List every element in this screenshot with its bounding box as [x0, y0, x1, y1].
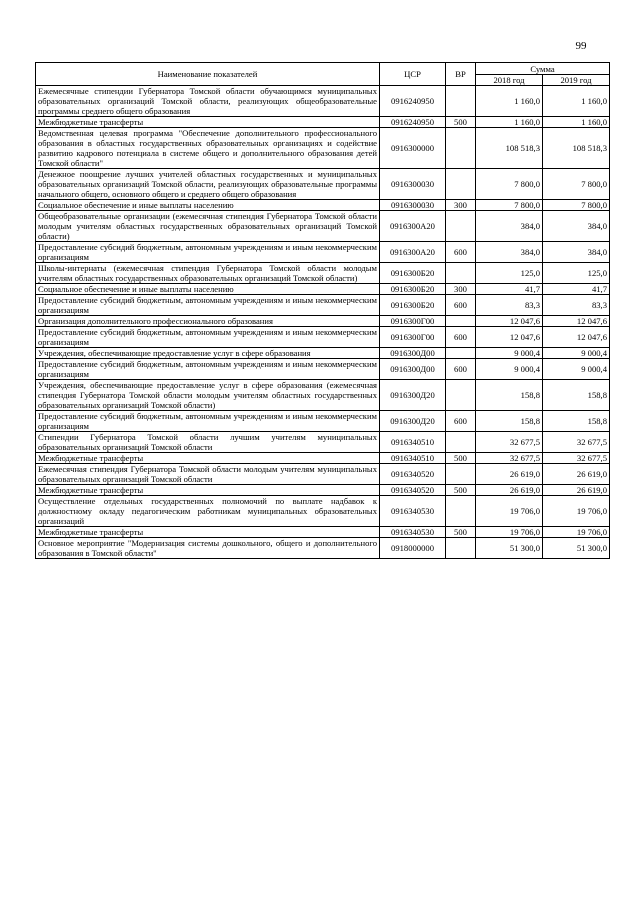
row-name: Межбюджетные трансферты — [36, 453, 380, 464]
row-vr: 600 — [446, 295, 476, 316]
row-sum-2018: 158,8 — [476, 380, 543, 411]
table-row — [36, 200, 610, 211]
header-vr: ВР — [446, 63, 476, 86]
table-row — [36, 348, 610, 359]
row-vr — [446, 464, 476, 485]
row-sum-2018: 1 160,0 — [476, 86, 543, 117]
row-sum-2019: 12 047,6 — [543, 316, 610, 327]
row-name: Осуществление отдельных государственных полномочий по выплате надбавок к должностному окладу педагогическим работникам муниципальных образовательных организаций — [36, 496, 380, 527]
row-vr — [446, 128, 476, 169]
header-year-2019: 2019 год — [543, 75, 610, 86]
row-csr: 0918000000 — [380, 538, 446, 559]
row-sum-2018: 108 518,3 — [476, 128, 543, 169]
row-vr — [446, 432, 476, 453]
row-name: Межбюджетные трансферты — [36, 527, 380, 538]
table-row — [36, 538, 610, 559]
row-sum-2018: 12 047,6 — [476, 316, 543, 327]
row-vr: 300 — [446, 200, 476, 211]
row-sum-2018: 9 000,4 — [476, 348, 543, 359]
table-row — [36, 128, 610, 169]
table-row — [36, 169, 610, 200]
row-sum-2019: 26 619,0 — [543, 464, 610, 485]
row-name: Межбюджетные трансферты — [36, 117, 380, 128]
row-sum-2019: 7 800,0 — [543, 200, 610, 211]
row-vr — [446, 538, 476, 559]
budget-table — [35, 62, 610, 559]
table-row — [36, 316, 610, 327]
row-name: Ведомственная целевая программа "Обеспечение дополнительного профессионального образования в областных государственных образовательных организациях и содействие развитию кадрового потенциала в системе общего и дополнительного образования детей Томской области" — [36, 128, 380, 169]
row-sum-2019: 9 000,4 — [543, 348, 610, 359]
row-vr — [446, 316, 476, 327]
row-sum-2018: 26 619,0 — [476, 464, 543, 485]
row-vr — [446, 263, 476, 284]
table-row — [36, 86, 610, 117]
header-csr: ЦСР — [380, 63, 446, 86]
table-row — [36, 327, 610, 348]
table-row — [36, 284, 610, 295]
row-sum-2019: 9 000,4 — [543, 359, 610, 380]
row-vr — [446, 169, 476, 200]
row-vr: 300 — [446, 284, 476, 295]
table-row — [36, 380, 610, 411]
row-csr: 0916340510 — [380, 432, 446, 453]
row-csr: 0916300Д00 — [380, 359, 446, 380]
table-row — [36, 117, 610, 128]
row-sum-2018: 19 706,0 — [476, 527, 543, 538]
row-csr: 0916300Д20 — [380, 411, 446, 432]
table-row — [36, 263, 610, 284]
table-row — [36, 453, 610, 464]
row-name: Ежемесячные стипендии Губернатора Томской области обучающимся муниципальных образовательных организаций Томской области, реализующих общеобразовательные программы среднего общего образования — [36, 86, 380, 117]
row-vr: 600 — [446, 411, 476, 432]
row-csr: 0916300Д00 — [380, 348, 446, 359]
row-csr: 0916300030 — [380, 200, 446, 211]
row-sum-2018: 19 706,0 — [476, 496, 543, 527]
row-sum-2018: 41,7 — [476, 284, 543, 295]
row-name: Предоставление субсидий бюджетным, автономным учреждениям и иным некоммерческим организациям — [36, 327, 380, 348]
table-row — [36, 359, 610, 380]
row-name: Учреждения, обеспечивающие предоставление услуг в сфере образования — [36, 348, 380, 359]
row-sum-2019: 19 706,0 — [543, 496, 610, 527]
row-vr: 500 — [446, 453, 476, 464]
row-sum-2019: 51 300,0 — [543, 538, 610, 559]
row-sum-2018: 7 800,0 — [476, 200, 543, 211]
row-sum-2018: 32 677,5 — [476, 453, 543, 464]
table-row — [36, 295, 610, 316]
row-vr — [446, 348, 476, 359]
row-sum-2019: 32 677,5 — [543, 432, 610, 453]
row-name: Стипендии Губернатора Томской области лучшим учителям муниципальных образовательных организаций Томской области — [36, 432, 380, 453]
row-name: Учреждения, обеспечивающие предоставление услуг в сфере образования (ежемесячная стипендия Губернатора Томской области молодым учителям областных государственных образовательных организаций Томской области) — [36, 380, 380, 411]
row-vr — [446, 86, 476, 117]
row-sum-2018: 384,0 — [476, 242, 543, 263]
row-sum-2019: 32 677,5 — [543, 453, 610, 464]
row-name: Предоставление субсидий бюджетным, автономным учреждениям и иным некоммерческим организациям — [36, 411, 380, 432]
row-vr — [446, 380, 476, 411]
header-name: Наименование показателей — [36, 63, 380, 86]
row-name: Социальное обеспечение и иные выплаты населению — [36, 284, 380, 295]
row-vr: 600 — [446, 359, 476, 380]
row-sum-2018: 83,3 — [476, 295, 543, 316]
table-row — [36, 411, 610, 432]
row-csr: 0916340530 — [380, 496, 446, 527]
page-number: 99 — [575, 40, 587, 52]
row-sum-2018: 12 047,6 — [476, 327, 543, 348]
row-sum-2018: 125,0 — [476, 263, 543, 284]
table-row — [36, 242, 610, 263]
table-row — [36, 464, 610, 485]
row-sum-2019: 41,7 — [543, 284, 610, 295]
table-row — [36, 485, 610, 496]
row-csr: 0916240950 — [380, 117, 446, 128]
row-vr — [446, 211, 476, 242]
table-row — [36, 527, 610, 538]
row-csr: 0916340520 — [380, 464, 446, 485]
row-sum-2018: 1 160,0 — [476, 117, 543, 128]
row-name: Основное мероприятие "Модернизация системы дошкольного, общего и дополнительного образования в Томской области" — [36, 538, 380, 559]
row-csr: 0916300Г00 — [380, 327, 446, 348]
row-sum-2019: 384,0 — [543, 211, 610, 242]
table-row — [36, 432, 610, 453]
row-vr: 500 — [446, 485, 476, 496]
row-sum-2018: 158,8 — [476, 411, 543, 432]
row-name: Общеобразовательные организации (ежемесячная стипендия Губернатора Томской области молодым учителям областных государственных образовательных организаций Томской области) — [36, 211, 380, 242]
row-csr: 0916300Б20 — [380, 295, 446, 316]
row-sum-2018: 384,0 — [476, 211, 543, 242]
table-row — [36, 496, 610, 527]
row-sum-2019: 7 800,0 — [543, 169, 610, 200]
row-csr: 0916340520 — [380, 485, 446, 496]
row-csr: 0916300Д20 — [380, 380, 446, 411]
row-csr: 0916300Б20 — [380, 284, 446, 295]
row-csr: 0916300000 — [380, 128, 446, 169]
row-sum-2018: 7 800,0 — [476, 169, 543, 200]
row-name: Социальное обеспечение и иные выплаты населению — [36, 200, 380, 211]
table-body — [36, 86, 610, 559]
row-csr: 0916300Б20 — [380, 263, 446, 284]
row-sum-2019: 19 706,0 — [543, 527, 610, 538]
row-csr: 0916300А20 — [380, 211, 446, 242]
row-csr: 0916340510 — [380, 453, 446, 464]
row-name: Организация дополнительного профессионального образования — [36, 316, 380, 327]
row-name: Предоставление субсидий бюджетным, автономным учреждениям и иным некоммерческим организациям — [36, 242, 380, 263]
row-vr: 600 — [446, 242, 476, 263]
row-vr: 600 — [446, 327, 476, 348]
row-sum-2018: 9 000,4 — [476, 359, 543, 380]
row-name: Ежемесячная стипендия Губернатора Томской области молодым учителям муниципальных образовательных организаций Томской области — [36, 464, 380, 485]
row-name: Школы-интернаты (ежемесячная стипендия Губернатора Томской области молодым учителям областных государственных образовательных организаций Томской области) — [36, 263, 380, 284]
row-csr: 0916300030 — [380, 169, 446, 200]
row-sum-2019: 26 619,0 — [543, 485, 610, 496]
row-csr: 0916240950 — [380, 86, 446, 117]
row-sum-2019: 108 518,3 — [543, 128, 610, 169]
row-name: Межбюджетные трансферты — [36, 485, 380, 496]
row-csr: 0916300Г00 — [380, 316, 446, 327]
row-sum-2019: 12 047,6 — [543, 327, 610, 348]
row-vr: 500 — [446, 117, 476, 128]
table-header — [36, 63, 610, 86]
table-row — [36, 211, 610, 242]
row-name: Денежное поощрение лучших учителей областных государственных и муниципальных образовательных организаций Томской области, реализующих образовательные программы начального общего, основного общего и среднего общего образования — [36, 169, 380, 200]
row-csr: 0916300А20 — [380, 242, 446, 263]
header-year-2018: 2018 год — [476, 75, 543, 86]
row-name: Предоставление субсидий бюджетным, автономным учреждениям и иным некоммерческим организациям — [36, 295, 380, 316]
row-name: Предоставление субсидий бюджетным, автономным учреждениям и иным некоммерческим организациям — [36, 359, 380, 380]
row-sum-2019: 158,8 — [543, 380, 610, 411]
row-vr: 500 — [446, 527, 476, 538]
row-sum-2019: 1 160,0 — [543, 117, 610, 128]
row-sum-2019: 384,0 — [543, 242, 610, 263]
row-sum-2019: 1 160,0 — [543, 86, 610, 117]
row-vr — [446, 496, 476, 527]
row-csr: 0916340530 — [380, 527, 446, 538]
row-sum-2018: 51 300,0 — [476, 538, 543, 559]
header-sum: Сумма — [476, 63, 610, 75]
row-sum-2019: 158,8 — [543, 411, 610, 432]
row-sum-2019: 83,3 — [543, 295, 610, 316]
row-sum-2018: 26 619,0 — [476, 485, 543, 496]
row-sum-2018: 32 677,5 — [476, 432, 543, 453]
row-sum-2019: 125,0 — [543, 263, 610, 284]
